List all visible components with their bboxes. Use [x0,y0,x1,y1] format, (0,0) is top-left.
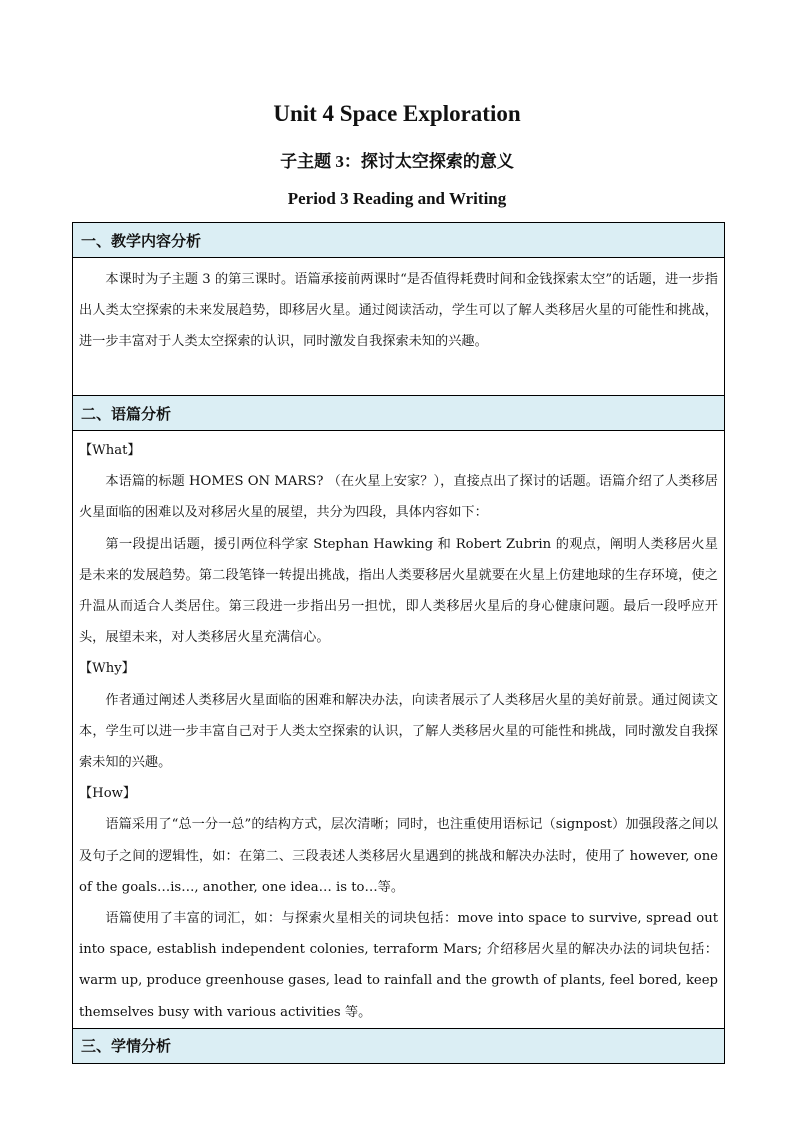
subtopic-title: 子主题 3：探讨太空探索的意义 [280,152,514,171]
why-paragraph: 作者通过阐述人类移居火星面临的困难和解决办法，向读者展示了人类移居火星的美好前景。通过阅读文本，学生可以进一步丰富自己对于人类太空探索的认识，了解人类移居火星的可能性和挑战，同时激发自我探索未知的兴趣。 [79,692,718,771]
unit-title: Unit 4 Space Exploration [273,101,521,126]
content-analysis-cell [73,258,725,396]
how-paragraph-2: 语篇使用了丰富的词汇，如：与探索火星相关的词块包括：move into space to survive, spread out into space, establish independent colonies, terraform Mars; 介绍移居火星的解决办法的词块包括：warm up, produce greenhouse gases, lead to rainfall and the growth of plants, feel bored, keep themselves busy with various activities 等。 [79,911,718,1020]
section-heading-learner-analysis: 三、学情分析 [73,1028,725,1063]
how-paragraph-1: 语篇采用了“总一分一总”的结构方式，层次清晰；同时，也注重使用语标记（signpost）加强段落之间以及句子之间的逻辑性，如：在第二、三段表述人类移居火星遇到的挑战和解决办法时，使用了 however, one of the goals…is…, another, one idea… is to…等。 [79,817,718,895]
text-analysis-cell [73,431,725,1029]
content-analysis-paragraph: 本课时为子主题 3 的第三课时。语篇承接前两课时“是否值得耗费时间和金钱探索太空”的话题，进一步指出人类太空探索的未来发展趋势，即移居火星。通过阅读活动，学生可以了解人类移居火星的可能性和挑战，进一步丰富对于人类太空探索的认识，同时激发自我探索未知的兴趣。 [79,272,718,350]
section-heading-content-analysis: 一、教学内容分析 [73,223,725,258]
what-paragraph-2: 第一段提出话题，援引两位科学家 Stephan Hawking 和 Robert Zubrin 的观点，阐明人类移居火星是未来的发展趋势。第二段笔锋一转提出挑战，指出人类要移居火星就要在火星上仿建地球的生存环境，使之升温从而适合人类居住。第三段进一步指出另一担忧，即人类移居火星后的身心健康问题。最后一段呼应开头，展望未来，对人类移居火星充满信心。 [79,536,718,646]
what-paragraph-1: 本语篇的标题 HOMES ON MARS? （在火星上安家？），直接点出了探讨的话题。语篇介绍了人类移居火星面临的困难以及对移居火星的展望，共分为四段，具体内容如下： [79,474,718,521]
why-tag: 【Why】 [79,661,135,677]
section-heading-text-analysis: 二、语篇分析 [73,396,725,431]
what-tag: 【What】 [79,443,141,458]
lesson-plan-table [72,222,725,1064]
period-title: Period 3 Reading and Writing [287,189,507,208]
how-tag: 【How】 [79,786,137,802]
